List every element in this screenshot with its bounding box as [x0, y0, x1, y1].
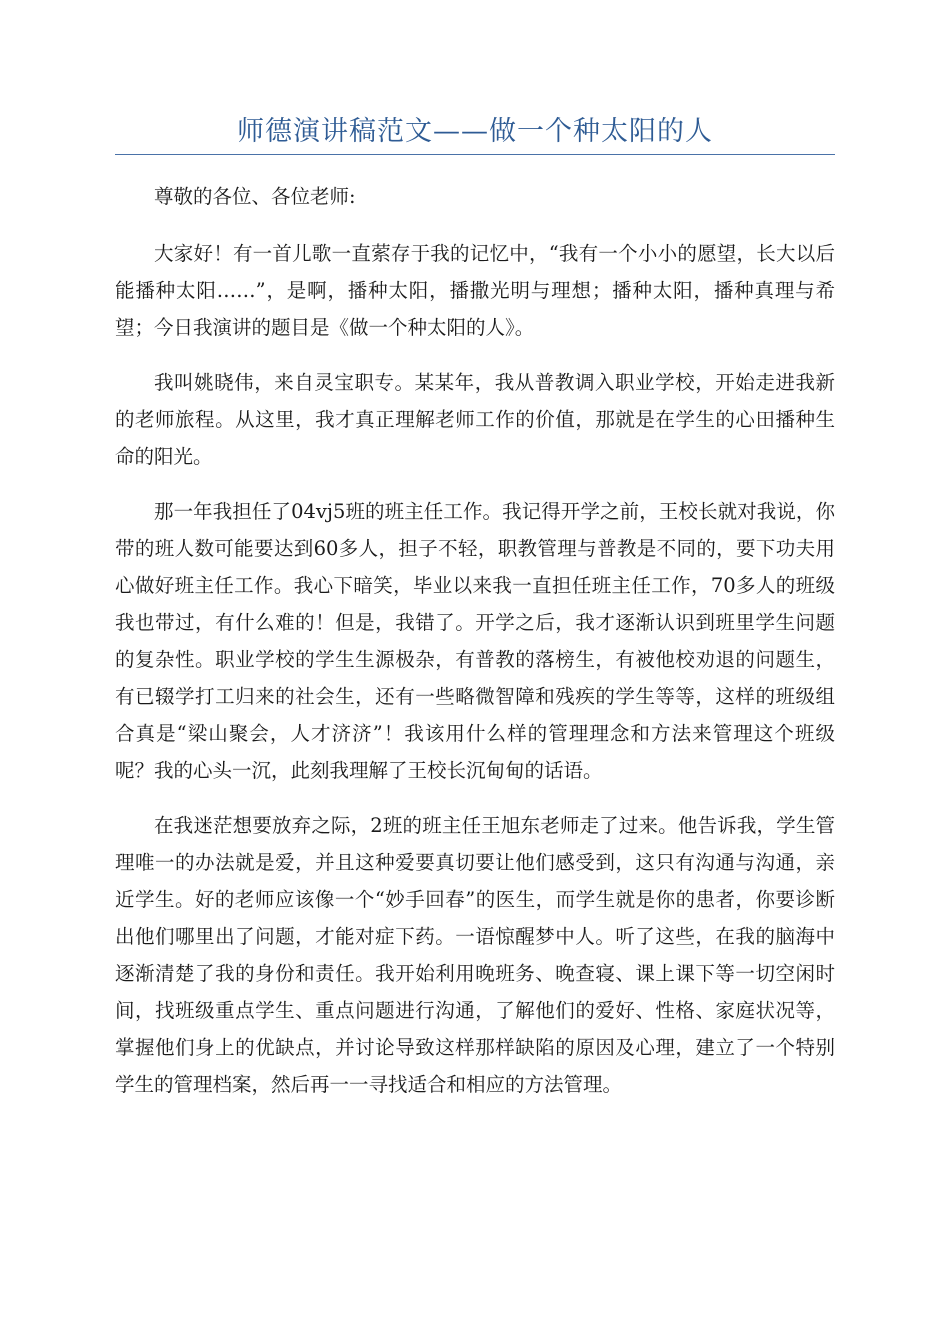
body-paragraph: 我叫姚晓伟，来自灵宝职专。某某年，我从普教调入职业学校，开始走进我新的老师旅程。从这里，我才真正理解老师工作的价值，那就是在学生的心田播种生命的阳光。 — [115, 371, 835, 468]
body-paragraph: 大家好！有一首儿歌一直萦存于我的记忆中，“我有一个小小的愿望，长大以后能播种太阳……”，是啊，播种太阳，播撒光明与理想；播种太阳，播种真理与希望；今日我演讲的题目是《做一个种太阳的人》。 — [115, 242, 835, 339]
body-paragraph: 那一年我担任了04vj5班的班主任工作。我记得开学之前，王校长就对我说，你带的班人数可能要达到60多人，担子不轻，职教管理与普教是不同的，要下功夫用心做好班主任工作。我心下暗笑，毕业以来我一直担任班主任工作，70多人的班级我也带过，有什么难的！但是，我错了。开学之后，我才逐渐认识到班里学生问题的复杂性。职业学校的学生生源极杂，有普教的落榜生，有被他校劝退的问题生，有已辍学打工归来的社会生，还有一些略微智障和残疾的学生等等，这样的班级组合真是“梁山聚会，人才济济”！我该用什么样的管理理念和方法来管理这个班级呢？我的心头一沉，此刻我理解了王校长沉甸甸的话语。 — [115, 500, 835, 782]
document-title: 师德演讲稿范文——做一个种太阳的人 — [237, 116, 713, 147]
document-body — [115, 178, 835, 1121]
title-underline — [115, 154, 835, 155]
greeting-paragraph: 尊敬的各位、各位老师: — [154, 185, 356, 208]
body-paragraph: 在我迷茫想要放弃之际，2班的班主任王旭东老师走了过来。他告诉我，学生管理唯一的办法就是爱，并且这种爱要真切要让他们感受到，这只有沟通与沟通，亲近学生。好的老师应该像一个“妙手回春”的医生，而学生就是你的患者，你要诊断出他们哪里出了问题，才能对症下药。一语惊醒梦中人。听了这些，在我的脑海中逐渐清楚了我的身份和责任。我开始利用晚班务、晚查寝、课上课下等一切空闲时间，找班级重点学生、重点问题进行沟通，了解他们的爱好、性格、家庭状况等，掌握他们身上的优缺点，并讨论导致这样那样缺陷的原因及心理，建立了一个特别学生的管理档案，然后再一一寻找适合和相应的方法管理。 — [115, 814, 835, 1096]
